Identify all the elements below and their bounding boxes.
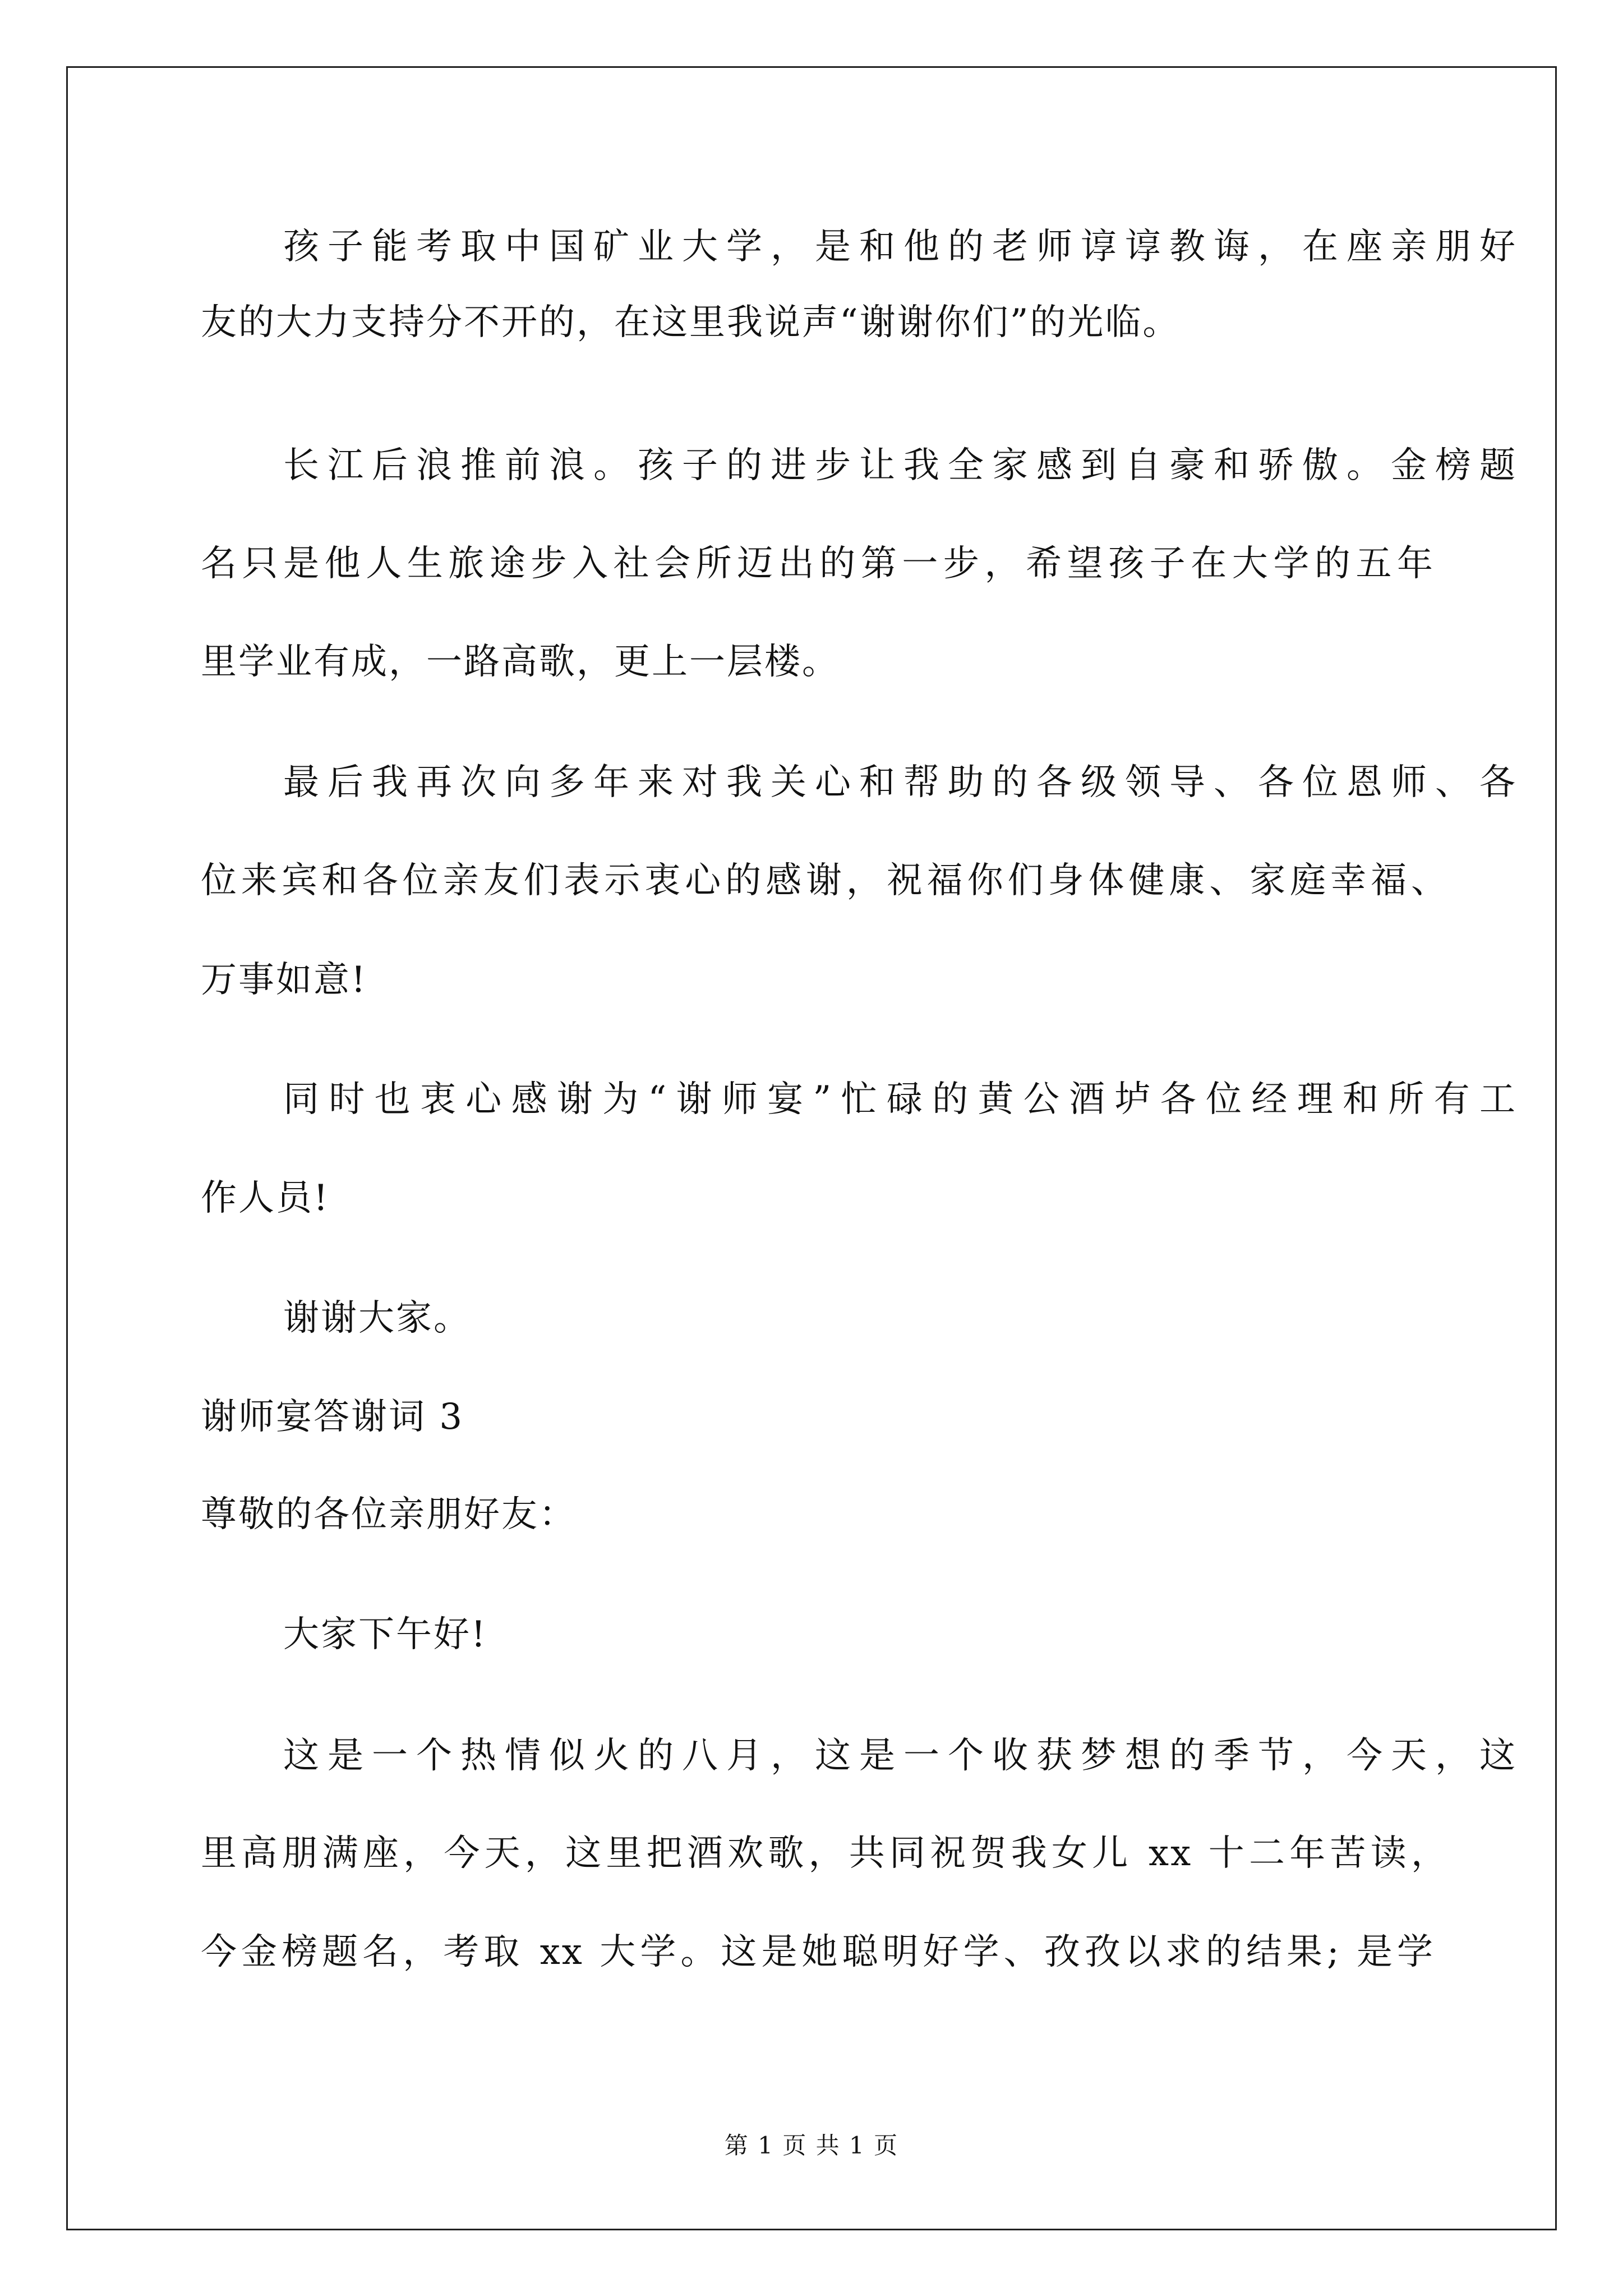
- paragraph-line: 里学业有成，一路高歌，更上一层楼。: [201, 641, 840, 683]
- paragraph-line: 大家下午好!: [283, 1614, 487, 1655]
- paragraph-line: 孩子能考取中国矿业大学，是和他的老师谆谆教诲，在座亲朋好: [283, 226, 1517, 268]
- paragraph-line: 位来宾和各位亲友们表示衷心的感谢，祝福你们身体健康、家庭幸福、: [201, 860, 1449, 901]
- paragraph-line: 今金榜题名，考取 xx 大学。这是她聪明好学、孜孜以求的结果; 是学: [201, 1931, 1435, 1973]
- section-heading: 谢师宴答谢词 3: [201, 1396, 464, 1438]
- paragraph-line: 谢谢大家。: [283, 1297, 471, 1339]
- page-footer: 第 1 页 共 1 页: [724, 2132, 899, 2159]
- page-border: [66, 66, 1557, 2230]
- paragraph-line: 这是一个热情似火的八月，这是一个收获梦想的季节，今天，这: [283, 1735, 1517, 1777]
- paragraph-line: 作人员!: [201, 1177, 330, 1219]
- paragraph-line: 万事如意!: [201, 959, 367, 1001]
- paragraph-line: 最后我再次向多年来对我关心和帮助的各级领导、各位恩师、各: [283, 762, 1517, 803]
- paragraph-line: 同时也衷心感谢为“谢师宴”忙碌的黄公酒垆各位经理和所有工: [283, 1079, 1517, 1120]
- paragraph-line: 长江后浪推前浪。孩子的进步让我全家感到自豪和骄傲。金榜题: [283, 445, 1517, 486]
- paragraph-line: 友的大力支持分不开的，在这里我说声“谢谢你们”的光临。: [201, 302, 1181, 343]
- salutation: 尊敬的各位亲朋好友：: [201, 1494, 577, 1535]
- paragraph-line: 里高朋满座，今天，这里把酒欢歌，共同祝贺我女儿 xx 十二年苦读，: [201, 1833, 1449, 1874]
- paragraph-line: 名只是他人生旅途步入社会所迈出的第一步，希望孩子在大学的五年: [201, 543, 1435, 585]
